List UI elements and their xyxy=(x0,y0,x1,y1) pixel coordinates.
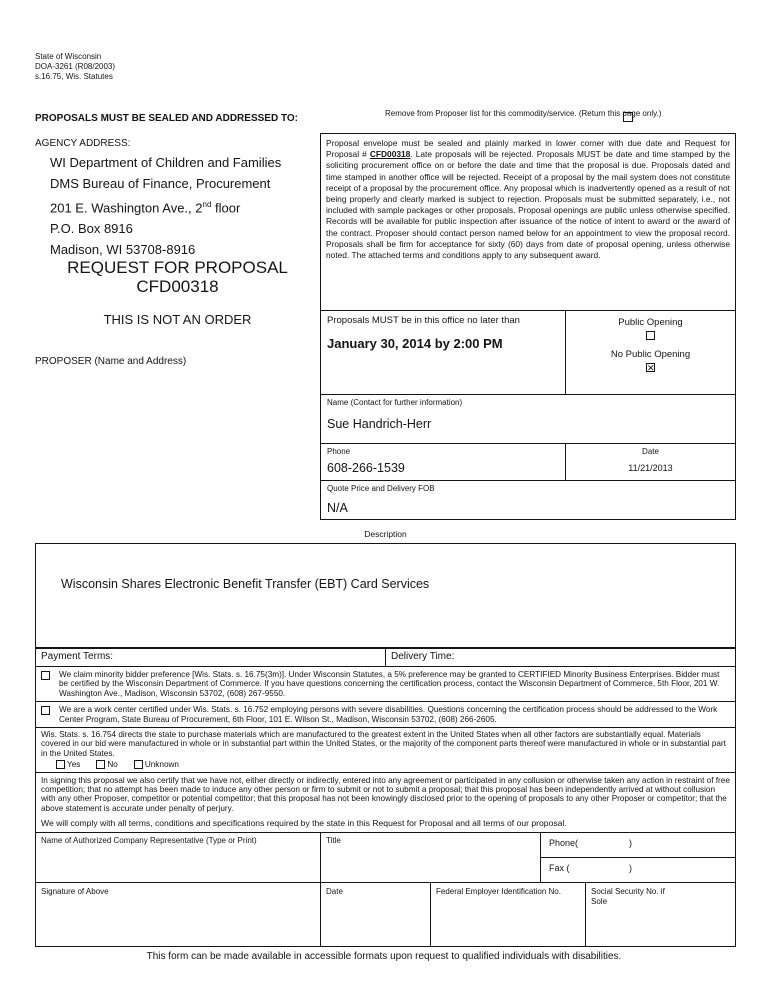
agency-line-2: DMS Bureau of Finance, Procurement xyxy=(50,176,271,191)
made-in-usa-options xyxy=(41,760,730,769)
work-center-certification-row xyxy=(36,701,735,727)
agency-line-3: 201 E. Washington Ave., 2nd floor xyxy=(50,200,241,216)
made-in-usa-text: Wis. Stats. s. 16.754 directs the state to purchase materials which are manufactured to the greatest extent in the United States when all other factors are substantially equal. Materials covered in our bid were manufactured in whole or in substantial part within the United States, or the majority of the component parts thereof were manufactured in whole or in substantial part in the United States. xyxy=(41,730,726,758)
envelope-text-pre: Proposal envelope must be sealed and plainly marked in lower corner with due date and Request for Proposal # xyxy=(326,138,730,160)
representative-fax-close-paren: ) xyxy=(629,862,632,873)
remove-from-list-note: Remove from Proposer list for this commodity/service. (Return this page only.) xyxy=(385,109,662,118)
usa-no-label: No xyxy=(107,760,118,770)
form-number-line: DOA-3261 (R08/2003) xyxy=(35,62,116,71)
deadline-box xyxy=(320,310,736,395)
rfp-number: CFD00318 xyxy=(136,277,219,296)
representative-row xyxy=(36,832,735,882)
sealed-header-row xyxy=(35,108,736,122)
proposer-label: PROPOSER (Name and Address) xyxy=(35,356,187,367)
representative-phone-close-paren: ) xyxy=(629,837,632,848)
accessibility-footer-note: This form can be made available in accessible formats upon request to qualified individuals with disabilities. xyxy=(146,951,622,962)
envelope-instructions xyxy=(320,133,736,311)
minority-checkbox[interactable] xyxy=(41,671,50,680)
contact-name: Sue Handrich-Herr xyxy=(327,417,432,431)
agency-line-4: P.O. Box 8916 xyxy=(50,221,133,237)
usa-no-checkbox[interactable] xyxy=(96,760,105,769)
public-opening-checkbox[interactable] xyxy=(646,331,655,340)
terms-row xyxy=(36,649,735,666)
usa-yes-checkbox[interactable] xyxy=(56,760,65,769)
description-box[interactable] xyxy=(35,543,736,648)
quote-fob-label: Quote Price and Delivery FOB xyxy=(327,484,435,493)
no-public-opening-label: No Public Opening xyxy=(610,349,691,360)
fein-field[interactable]: Federal Employer Identification No. xyxy=(431,883,586,946)
rfp-title: REQUEST FOR PROPOSAL xyxy=(67,258,288,277)
contact-label: Name (Contact for further information) xyxy=(327,398,463,407)
collusion-text: In signing this proposal we also certify that we have not, either directly or indirectly, entered into any agreement or participated in any collusion or otherwise taken any action in restraint of free competition; that no attempt has been made to induce any other person or firm to submit or not to submit a proposal; that this proposal has been independently arrived at without collusion with any other Proposer, competitor or potential competitor; that this proposal has not been knowingly disclosed prior to the opening of proposals to any other Proposer or competitor; that the above statement is accurate under penalty of perjury. xyxy=(41,775,730,813)
date-cell xyxy=(566,444,735,480)
usa-unknown-checkbox[interactable] xyxy=(134,760,143,769)
ssn-field[interactable] xyxy=(586,883,735,946)
phone-date-box xyxy=(320,443,736,481)
delivery-time-field[interactable]: Delivery Time: xyxy=(391,651,455,662)
representative-fax-field[interactable] xyxy=(541,858,735,882)
payment-terms-field[interactable]: Payment Terms: xyxy=(36,649,386,666)
phone-fax-cell xyxy=(541,833,735,882)
minority-certification-row xyxy=(36,666,735,701)
envelope-rfp-number: CFD00318 xyxy=(369,149,411,160)
agency-address xyxy=(50,152,281,260)
made-in-usa-row xyxy=(36,727,735,772)
agency-line-5: Madison, WI 53708-8916 xyxy=(50,242,196,258)
usa-unknown-label: Unknown xyxy=(144,760,179,770)
rfp-title-block xyxy=(35,258,320,296)
form-statute-line: s.16.75, Wis. Statutes xyxy=(35,72,113,81)
public-opening-label: Public Opening xyxy=(618,317,683,328)
usa-option-yes xyxy=(56,760,80,769)
agency-address-label: AGENCY ADDRESS: xyxy=(35,138,131,149)
representative-title-field[interactable]: Title xyxy=(321,833,541,882)
sealed-heading: PROPOSALS MUST BE SEALED AND ADDRESSED TO: xyxy=(35,113,298,124)
public-opening-cell xyxy=(566,311,735,394)
phone-value: 608-266-1539 xyxy=(327,461,405,475)
minority-certification-text: We claim minority bidder preference [Wis. Stats. s. 16.75(3m)]. Under Wisconsin Statutes, a 5% preference may be granted to CERTIFIED Minority Business Enterprises. Bidder must be certified by the Wisconsin Department of Commerce. If you have questions concerning the certification process, contact the Wisconsin Department of Commerce, 5th Floor, 201 W. Washington Ave., Madison, Wisconsin 53702, (608) 267-9550. xyxy=(59,670,720,698)
representative-phone-field[interactable] xyxy=(541,833,735,858)
contact-box xyxy=(320,394,736,444)
deadline-label: Proposals MUST be in this office no later than xyxy=(327,315,520,326)
proposer-address-field[interactable] xyxy=(35,372,320,517)
envelope-text-post: . Late proposals will be rejected. Proposals MUST be date and time stamped by the soliciting procurement office on or before the date and time that the proposal is due. Proposals dated and time stamped in another office will be rejected. Receipt of a proposal by the mail system does not constitute receipt of a proposal by the procurement office. Any proposal which is inadvertently opened as a result of not being properly and clearly marked is subject to rejection. Proposals must be submitted separately, i.e., not included with sample packages or other proposals. Proposal openings are public unless otherwise specified. Records will be available for public inspection after issuance of the notice of intent to award or the award of the contract. Proposer should contact person named below for an appointment to view the proposal record. Proposals shall be firm for acceptance for sixty (60) days from date of proposal opening, unless otherwise noted. The attached terms and conditions apply to any subsequent award. xyxy=(326,149,730,261)
form-state-line: State of Wisconsin xyxy=(35,52,102,61)
ssn-label: Social Security No. if Sole xyxy=(591,886,665,906)
form-identifier xyxy=(35,52,115,82)
quote-box xyxy=(320,480,736,520)
no-public-opening-checkbox[interactable] xyxy=(646,363,655,372)
work-center-certification-text: We are a work center certified under Wis. Stats. s. 16.752 employing persons with severe disabilities. Questions concerning the certification process should be addressed to the Work Center Program, State Bureau of Procurement, 6th Floor, 101 E. Wilson St., Madison, Wisconsin 53702, (608) 266-2605. xyxy=(59,705,718,724)
description-label: Description xyxy=(364,529,407,539)
phone-cell xyxy=(321,444,566,480)
representative-name-field[interactable]: Name of Authorized Company Representative (Type or Print) xyxy=(36,833,321,882)
quote-fob-value: N/A xyxy=(327,501,348,515)
deadline-value: January 30, 2014 by 2:00 PM xyxy=(327,336,503,351)
certification-table xyxy=(35,648,736,947)
right-column xyxy=(320,133,736,520)
collusion-certification-row xyxy=(36,772,735,832)
usa-yes-label: Yes xyxy=(67,760,81,770)
signature-row xyxy=(36,882,735,946)
phone-label: Phone xyxy=(327,447,351,456)
comply-text: We will comply with all terms, conditions and specifications required by the state in this Request for Proposal and all terms of our proposal. xyxy=(41,818,567,829)
description-value: Wisconsin Shares Electronic Benefit Transfer (EBT) Card Services xyxy=(61,577,430,591)
signature-date-field[interactable]: Date xyxy=(321,883,431,946)
usa-option-unknown xyxy=(134,760,179,769)
representative-phone-label: Phone( xyxy=(549,837,579,848)
not-an-order-note: THIS IS NOT AN ORDER xyxy=(103,312,252,327)
representative-fax-label: Fax ( xyxy=(549,862,570,873)
date-value: 11/21/2013 xyxy=(628,463,673,473)
agency-line-1: WI Department of Children and Families xyxy=(50,155,282,170)
signature-field[interactable]: Signature of Above xyxy=(36,883,321,946)
date-label: Date xyxy=(642,447,659,456)
work-center-checkbox[interactable] xyxy=(41,706,50,715)
deadline-cell xyxy=(321,311,566,394)
usa-option-no xyxy=(96,760,117,769)
